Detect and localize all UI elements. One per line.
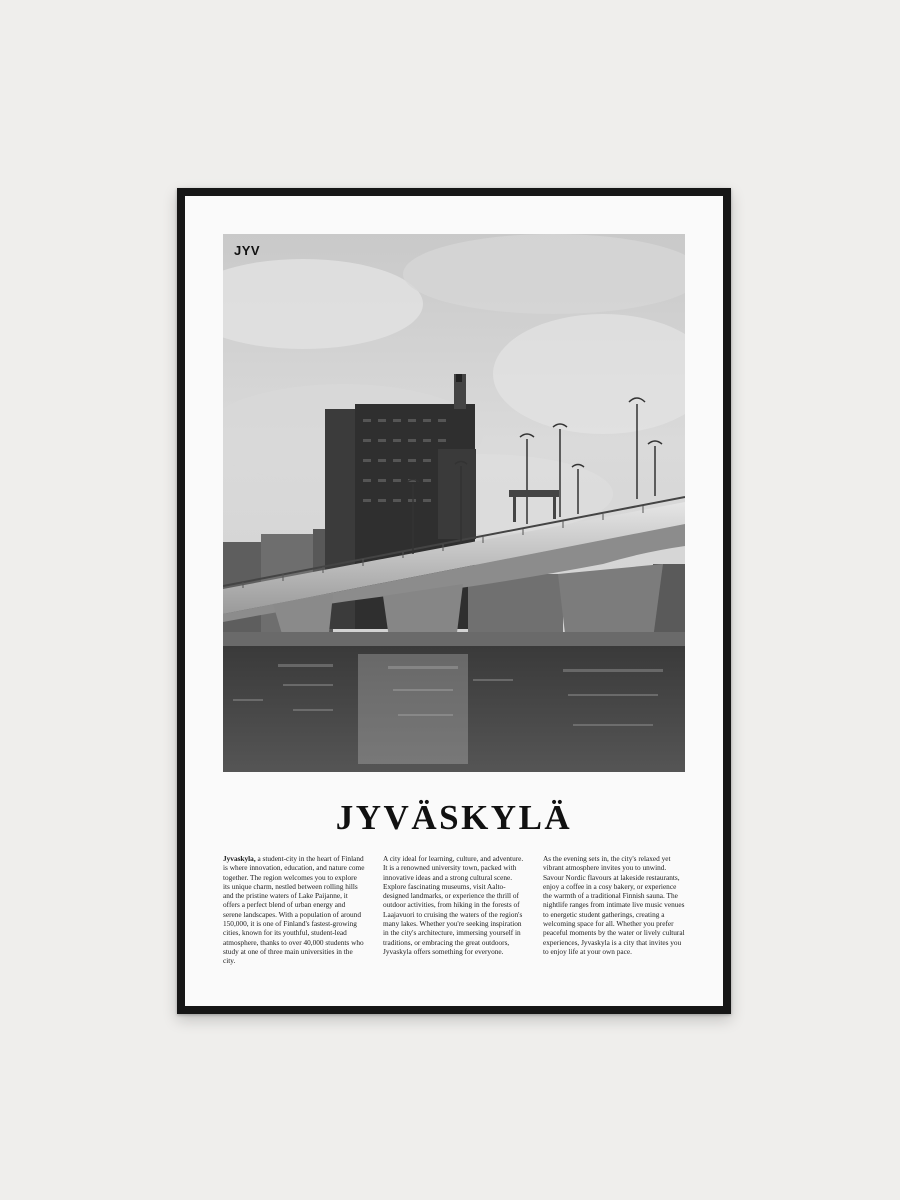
description-columns [223,854,685,966]
description-text-1: a student-city in the heart of Finland is where innovation, education, and nature come together. The region welcomes you to explore its unique charm, nestled between rolling hills and the pristine waters of Lake Paijanne, it offers a perfect blend of urban energy and serene landscapes. With a population of around 150,000, it is one of Finland's fastest-growing cities, known for its youthful, student-lead atmosphere, thanks to over 40,000 students who study at one of three main universities in the city. [223,854,365,966]
description-column-1 [223,854,365,966]
description-lead: Jyvaskyla, [223,854,256,863]
description-text-3: As the evening sets in, the city's relaxed yet vibrant atmosphere invites you to unwind. Savour Nordic flavours at lakeside restaurants, enjoy a coffee in a cosy bakery, or experience the warmth of a traditional Finnish sauna. The nightlife ranges from intimate live music venues to energetic student gatherings, creating a welcoming space for all. Whether you prefer peaceful moments by the water or lively cultural experiences, Jyvaskyla is a city that invites you to enjoy life at your own pace. [543,854,685,956]
bridge-photo-illustration [223,234,685,772]
poster-mat [185,196,723,1006]
poster-frame [177,188,731,1014]
bridge-photo [223,234,685,772]
poster-title: JYVÄSKYLÄ [335,798,573,837]
city-code-label: JYV [234,243,261,258]
description-column-3 [543,854,685,966]
description-text-2: A city ideal for learning, culture, and adventure. It is a renowned university town, packed with innovative ideas and a strong cultural scene. Explore fascinating museums, visit Aalto-designed landmarks, or experience the thrill of outdoor activities, from hiking in the forests of Laajavuori to cruising the waters of the region's many lakes. Whether you're seeking inspiration in the city's architecture, immersing yourself in traditions, or embracing the great outdoors, Jyvaskyla offers something for everyone. [383,854,524,956]
description-column-2 [383,854,525,966]
